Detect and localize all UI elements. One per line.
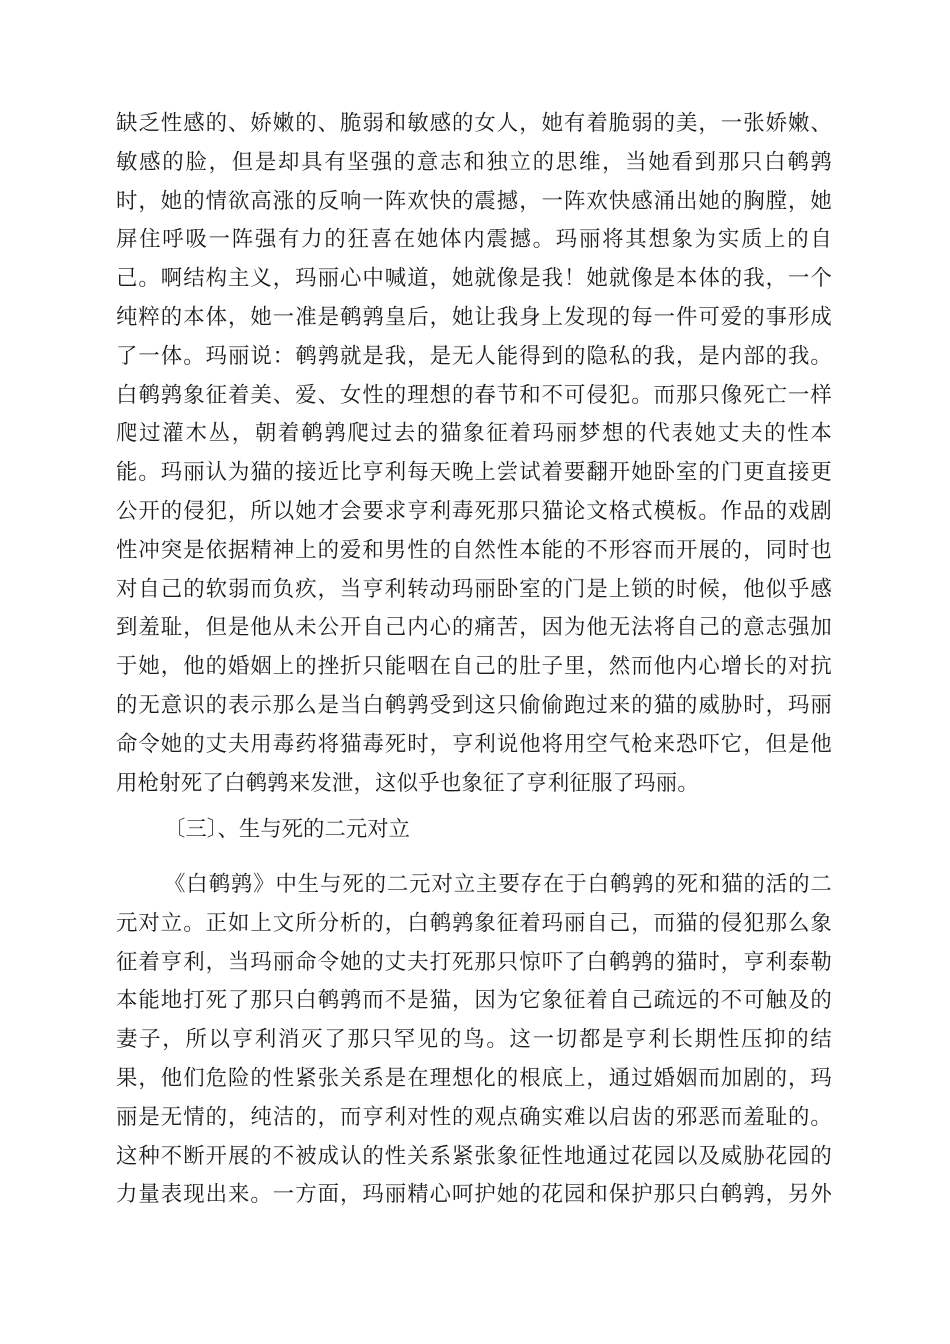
text-line: 果，他们危险的性紧张关系是在理想化的根底上，通过婚姻而加剧的，玛 bbox=[116, 1065, 832, 1091]
text-line: 公开的侵犯，所以她才会要求亨利毒死那只猫论文格式模板。作品的戏剧 bbox=[116, 498, 832, 524]
paragraph-2 bbox=[116, 866, 832, 1215]
text-line: 了一体。玛丽说：鹌鹑就是我，是无人能得到的隐私的我，是内部的我。 bbox=[116, 343, 832, 369]
text-line: 丽是无情的，纯洁的，而亨利对性的观点确实难以启齿的邪恶而羞耻的。 bbox=[116, 1104, 832, 1130]
text-line: 妻子，所以亨利消灭了那只罕见的鸟。这一切都是亨利长期性压抑的结 bbox=[116, 1027, 832, 1053]
section-heading: 〔三〕、生与死的二元对立 bbox=[164, 817, 410, 842]
text-line: 本能地打死了那只白鹌鹑而不是猫，因为它象征着自己疏远的不可触及的 bbox=[116, 988, 832, 1014]
text-line: 这种不断开展的不被成认的性关系紧张象征性地通过花园以及威胁花园的 bbox=[116, 1143, 832, 1169]
text-line: 对自己的软弱而负疚，当亨利转动玛丽卧室的门是上锁的时候，他似乎感 bbox=[116, 576, 832, 602]
text-line: 于她，他的婚姻上的挫折只能咽在自己的肚子里，然而他内心增长的对抗 bbox=[116, 654, 832, 680]
text-line: 元对立。正如上文所分析的，白鹌鹑象征着玛丽自己，而猫的侵犯那么象 bbox=[116, 910, 832, 936]
text-line: 征着亨利，当玛丽命令她的丈夫打死那只惊吓了白鹌鹑的猫时，亨利泰勒 bbox=[116, 949, 832, 975]
text-line: 性冲突是依据精神上的爱和男性的自然性本能的不形容而开展的，同时也 bbox=[116, 537, 832, 563]
text-line: 己。啊结构主义，玛丽心中喊道，她就像是我！她就像是本体的我，一个 bbox=[116, 266, 832, 292]
text-line: 力量表现出来。一方面，玛丽精心呵护她的花园和保护那只白鹌鹑，另外 bbox=[116, 1182, 832, 1208]
paragraph-1 bbox=[116, 105, 832, 803]
text-line: 用枪射死了白鹌鹑来发泄，这似乎也象征了亨利征服了玛丽。 bbox=[116, 770, 699, 796]
text-line: 的无意识的表示那么是当白鹌鹑受到这只偷偷跑过来的猫的威胁时，玛丽 bbox=[116, 692, 832, 718]
text-line: 时，她的情欲高涨的反响一阵欢快的震撼，一阵欢快感涌出她的胸膛，她 bbox=[116, 188, 832, 214]
text-line: 纯粹的本体，她一准是鹌鹑皇后，她让我身上发现的每一件可爱的事形成 bbox=[116, 304, 832, 330]
text-line: 能。玛丽认为猫的接近比亨利每天晚上尝试着要翻开她卧室的门更直接更 bbox=[116, 460, 832, 486]
text-line: 白鹌鹑象征着美、爱、女性的理想的春节和不可侵犯。而那只像死亡一样 bbox=[116, 382, 832, 408]
text-line: 命令她的丈夫用毒药将猫毒死时，亨利说他将用空气枪来恐吓它，但是他 bbox=[116, 731, 832, 757]
text-line: 缺乏性感的、娇嫩的、脆弱和敏感的女人，她有着脆弱的美，一张娇嫩、 bbox=[116, 111, 832, 136]
text-line: 爬过灌木丛，朝着鹌鹑爬过去的猫象征着玛丽梦想的代表她丈夫的性本 bbox=[116, 421, 832, 447]
text-line: 敏感的脸，但是却具有坚强的意志和独立的思维，当她看到那只白鹌鹑 bbox=[116, 149, 832, 175]
text-line: 到羞耻，但是他从未公开自己内心的痛苦，因为他无法将自己的意志强加 bbox=[116, 615, 832, 641]
text-line: 《白鹌鹑》中生与死的二元对立主要存在于白鹌鹑的死和猫的活的二 bbox=[164, 872, 832, 897]
text-line: 屏住呼吸一阵强有力的狂喜在她体内震撼。玛丽将其想象为实质上的自 bbox=[116, 227, 832, 253]
